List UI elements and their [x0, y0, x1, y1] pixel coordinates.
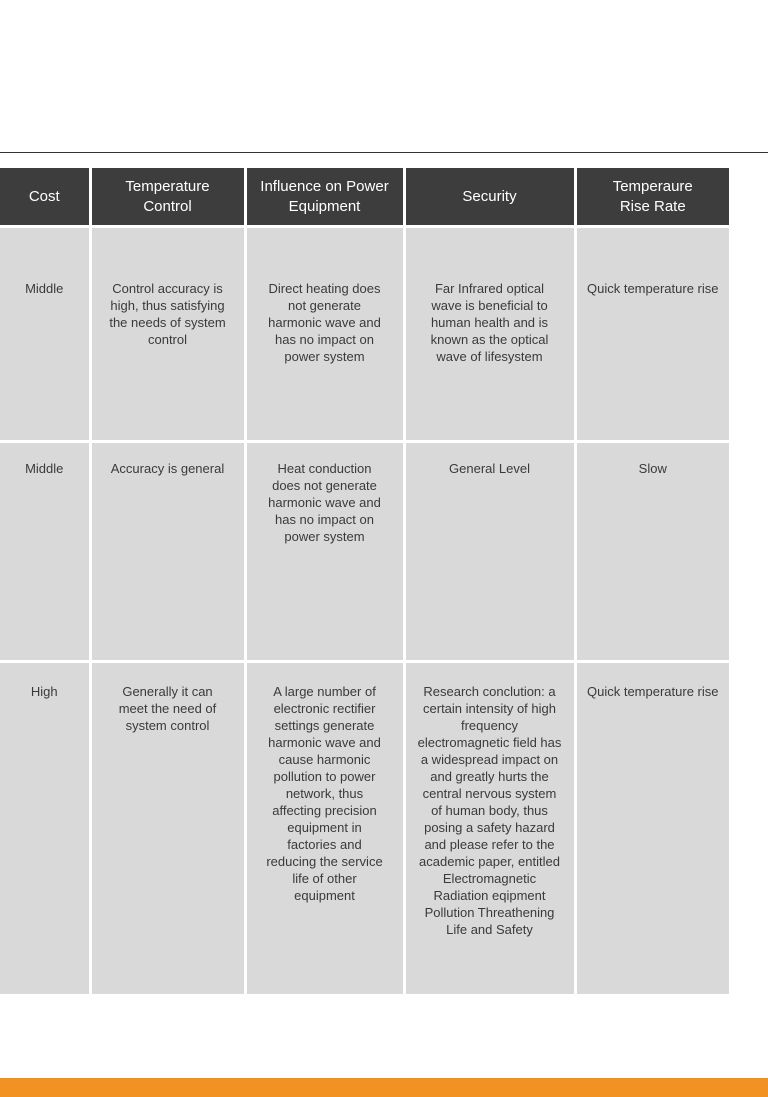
table-cell-cost: High: [0, 662, 90, 996]
column-header-cost: Cost: [0, 168, 90, 227]
column-header-temperature-rise-rate: Temperaure Rise Rate: [575, 168, 729, 227]
table-cell-temperature-control: Accuracy is general: [90, 442, 245, 662]
table-cell-security: Far Infrared optical wave is beneficial to human health and is known as the optical wave of lifesystem: [404, 227, 575, 442]
table-row: [0, 442, 729, 662]
table-cell-influence: Heat conduction does not generate harmonic wave and has no impact on power system: [245, 442, 404, 662]
top-divider-line: [0, 152, 768, 153]
table-cell-security: General Level: [404, 442, 575, 662]
heating-comparison-table: [0, 168, 729, 997]
table-cell-rise-rate: Quick temperature rise: [575, 227, 729, 442]
footer-accent-bar: [0, 1078, 768, 1097]
table-row: [0, 227, 729, 442]
table-cell-influence: Direct heating does not generate harmonic wave and has no impact on power system: [245, 227, 404, 442]
column-header-temperature-control: Temperature Control: [90, 168, 245, 227]
table-row: [0, 662, 729, 996]
table-cell-influence: A large number of electronic rectifier settings generate harmonic wave and cause harmonic pollution to power network, thus affecting precision equipment in factories and reducing the service life of other equipment: [245, 662, 404, 996]
table-cell-temperature-control: Control accuracy is high, thus satisfying the needs of system control: [90, 227, 245, 442]
table-header-row: [0, 168, 729, 227]
table-cell-cost: Middle: [0, 227, 90, 442]
table-cell-cost: Middle: [0, 442, 90, 662]
table-cell-rise-rate: Slow: [575, 442, 729, 662]
column-header-influence-on-power-equipment: Influence on Power Equipment: [245, 168, 404, 227]
table-cell-security: Research conclution: a certain intensity of high frequency electromagnetic field has a widespread impact on and greatly hurts the central nervous system of human body, thus posing a safety hazard and please refer to the academic paper, entitled Electromagnetic Radiation eqipment Pollution Threathening Life and Safety: [404, 662, 575, 996]
table-cell-rise-rate: Quick temperature rise: [575, 662, 729, 996]
table-cell-temperature-control: Generally it can meet the need of system control: [90, 662, 245, 996]
column-header-security: Security: [404, 168, 575, 227]
